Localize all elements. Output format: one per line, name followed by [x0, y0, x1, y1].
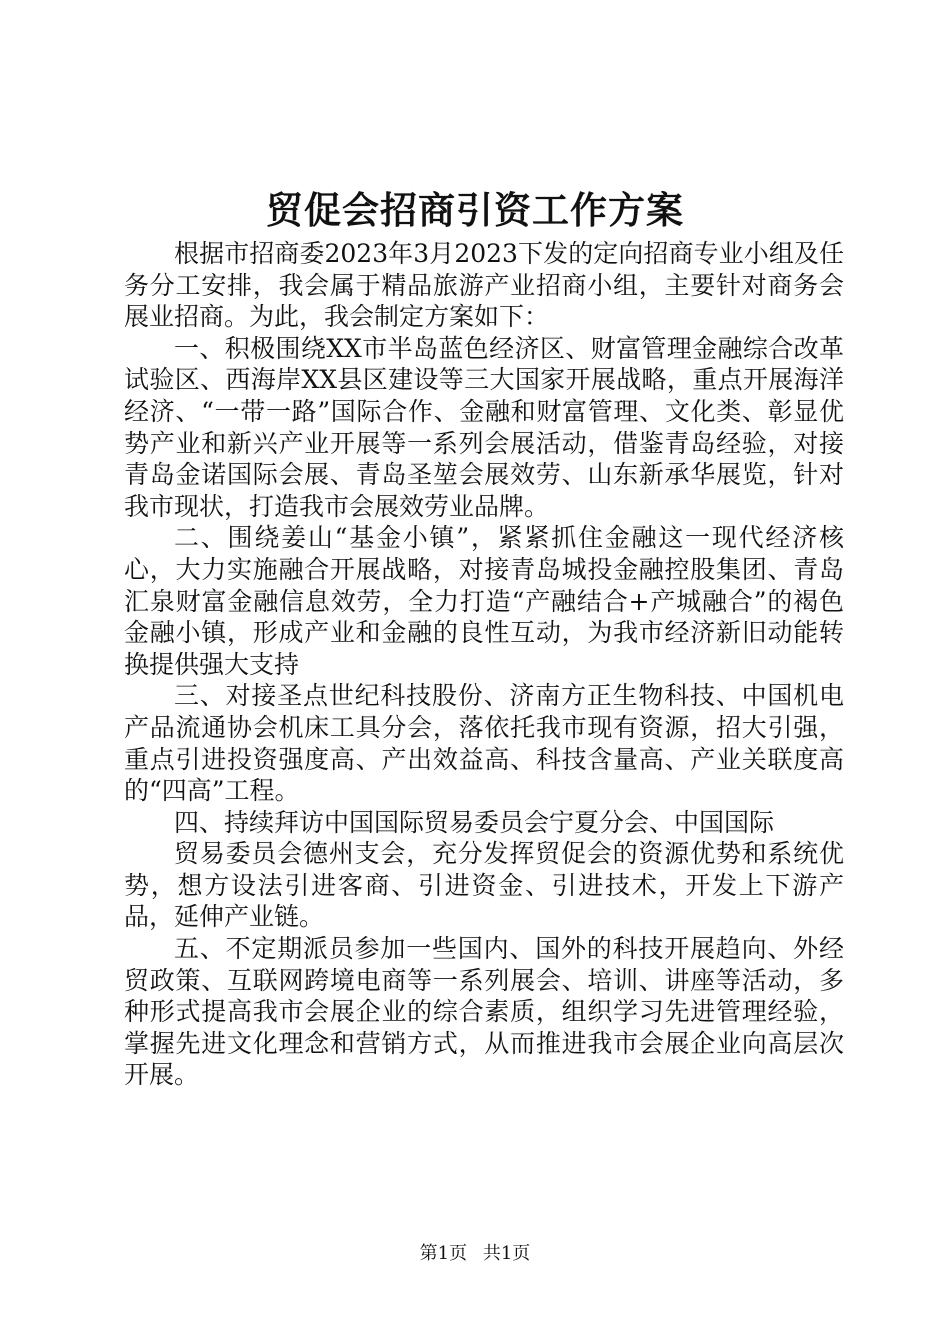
- page-footer: [0, 1240, 950, 1268]
- paragraph-item-1: 一、积极围绕XX市半岛蓝色经济区、财富管理金融综合改革试验区、西海岸XX县区建设等三大国家开展战略，重点开展海洋经济、“一带一路”国际合作、金融和财富管理、文化类、彰显优势产业和新兴产业开展等一系列会展活动，借鉴青岛经验，对接青岛金诺国际会展、青岛圣堃会展效劳、山东新承华展览，针对我市现状，打造我市会展效劳业品牌。: [124, 333, 844, 521]
- page-number: 第1页: [419, 1243, 468, 1264]
- page-total: 共1页: [482, 1243, 531, 1264]
- paragraph-item-3: 三、对接圣点世纪科技股份、济南方正生物科技、中国机电产品流通协会机床工具分会，落依托我市现有资源，招大引强，重点引进投资强度高、产出效益高、科技含量高、产业关联度高的“四高”工程。: [124, 681, 844, 806]
- document-body: [124, 238, 844, 1091]
- document-title: 贸促会招商引资工作方案: [266, 188, 684, 232]
- paragraph-item-4-continued: 贸易委员会德州支会，充分发挥贸促会的资源优势和系统优势，想方设法引进客商、引进资金、引进技术，开发上下游产品，延伸产业链。: [124, 839, 844, 932]
- paragraph-intro: 根据市招商委2023年3月2023下发的定向招商专业小组及任务分工安排，我会属于精品旅游产业招商小组，主要针对商务会展业招商。为此，我会制定方案如下：: [124, 239, 844, 332]
- paragraph-item-2: 二、围绕姜山“基金小镇”，紧紧抓住金融这一现代经济核心，大力实施融合开展战略，对接青岛城投金融控股集团、青岛汇泉财富金融信息效劳，全力打造“产融结合+产城融合”的褐色金融小镇，形成产业和金融的良性互动，为我市经济新旧动能转换提供强大支持: [124, 523, 844, 679]
- paragraph-item-5: 五、不定期派员参加一些国内、国外的科技开展趋向、外经贸政策、互联网跨境电商等一系列展会、培训、讲座等活动，多种形式提高我市会展企业的综合素质，组织学习先进管理经验，掌握先进文化理念和营销方式，从而推进我市会展企业向高层次开展。: [124, 934, 844, 1090]
- paragraph-item-4: 四、持续拜访中国国际贸易委员会宁夏分会、中国国际: [174, 807, 775, 837]
